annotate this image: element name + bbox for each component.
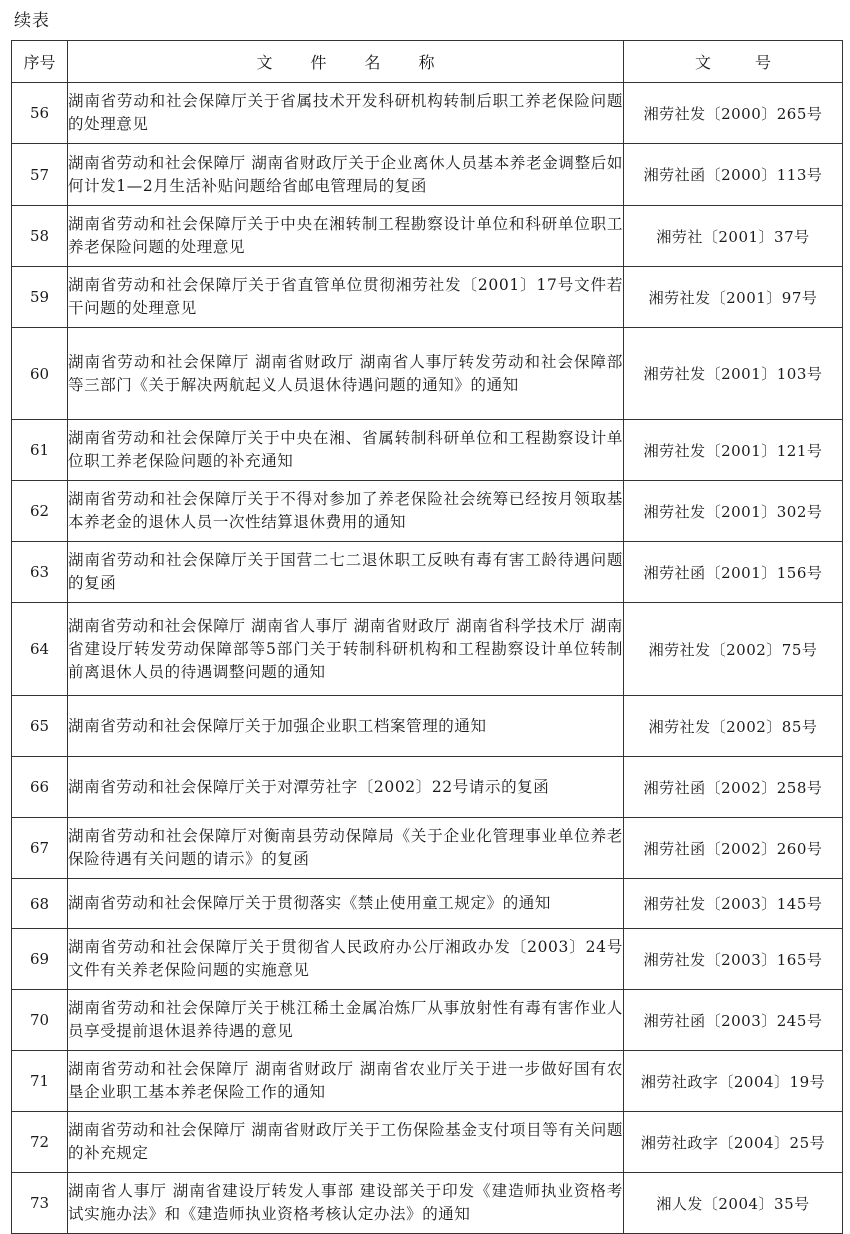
row-document-code: 湘劳社发〔2002〕85号 bbox=[624, 696, 843, 757]
table-row bbox=[12, 696, 843, 757]
row-document-name: 湖南省劳动和社会保障厅关于国营二七二退休职工反映有毒有害工龄待遇问题的复函 bbox=[68, 542, 624, 603]
row-serial-number: 57 bbox=[12, 144, 68, 206]
row-document-code: 湘劳社发〔2003〕145号 bbox=[624, 879, 843, 929]
table-row bbox=[12, 542, 843, 603]
table-row bbox=[12, 1051, 843, 1112]
row-serial-number: 69 bbox=[12, 929, 68, 990]
row-document-code: 湘劳社发〔2002〕75号 bbox=[624, 603, 843, 696]
table-row bbox=[12, 990, 843, 1051]
row-serial-number: 56 bbox=[12, 83, 68, 144]
row-serial-number: 73 bbox=[12, 1173, 68, 1234]
row-document-name: 湖南省劳动和社会保障厅 湖南省财政厅关于企业离休人员基本养老金调整后如何计发1—2月生活补贴问题给省邮电管理局的复函 bbox=[68, 144, 624, 206]
row-document-code: 湘劳社发〔2000〕265号 bbox=[624, 83, 843, 144]
row-document-name: 湖南省劳动和社会保障厅关于加强企业职工档案管理的通知 bbox=[68, 696, 624, 757]
table-row bbox=[12, 879, 843, 929]
row-document-code: 湘劳社政字〔2004〕19号 bbox=[624, 1051, 843, 1112]
row-document-code: 湘劳社函〔2003〕245号 bbox=[624, 990, 843, 1051]
row-document-name: 湖南省劳动和社会保障厅 湖南省人事厅 湖南省财政厅 湖南省科学技术厅 湖南省建设厅转发劳动保障部等5部门关于转制科研机构和工程勘察设计单位转制前离退休人员的待遇调整问题的通知 bbox=[68, 603, 624, 696]
row-serial-number: 71 bbox=[12, 1051, 68, 1112]
header-serial-number: 序号 bbox=[12, 41, 68, 83]
row-document-name: 湖南省劳动和社会保障厅关于中央在湘、省属转制科研单位和工程勘察设计单位职工养老保险问题的补充通知 bbox=[68, 420, 624, 481]
table-row bbox=[12, 757, 843, 818]
row-document-name: 湖南省劳动和社会保障厅关于对潭劳社字〔2002〕22号请示的复函 bbox=[68, 757, 624, 818]
row-document-code: 湘劳社函〔2002〕260号 bbox=[624, 818, 843, 879]
table-row bbox=[12, 267, 843, 328]
row-serial-number: 70 bbox=[12, 990, 68, 1051]
row-serial-number: 65 bbox=[12, 696, 68, 757]
row-serial-number: 61 bbox=[12, 420, 68, 481]
row-serial-number: 62 bbox=[12, 481, 68, 542]
row-document-code: 湘劳社发〔2001〕97号 bbox=[624, 267, 843, 328]
row-document-code: 湘劳社发〔2001〕103号 bbox=[624, 328, 843, 420]
table-continued-caption: 续表 bbox=[14, 11, 50, 31]
row-document-name: 湖南省劳动和社会保障厅关于省直管单位贯彻湘劳社发〔2001〕17号文件若干问题的处理意见 bbox=[68, 267, 624, 328]
table-header-row bbox=[12, 41, 843, 83]
table-row bbox=[12, 83, 843, 144]
row-document-code: 湘劳社发〔2001〕121号 bbox=[624, 420, 843, 481]
header-document-code: 文号 bbox=[624, 41, 843, 83]
table-row bbox=[12, 328, 843, 420]
row-document-name: 湖南省劳动和社会保障厅关于不得对参加了养老保险社会统筹已经按月领取基本养老金的退休人员一次性结算退休费用的通知 bbox=[68, 481, 624, 542]
row-document-code: 湘劳社发〔2003〕165号 bbox=[624, 929, 843, 990]
row-document-code: 湘劳社〔2001〕37号 bbox=[624, 206, 843, 267]
header-document-name: 文件名称 bbox=[68, 41, 624, 83]
table-row bbox=[12, 144, 843, 206]
table-row bbox=[12, 420, 843, 481]
row-serial-number: 64 bbox=[12, 603, 68, 696]
table-row bbox=[12, 1112, 843, 1173]
row-document-name: 湖南省劳动和社会保障厅关于贯彻落实《禁止使用童工规定》的通知 bbox=[68, 879, 624, 929]
table-row bbox=[12, 481, 843, 542]
row-document-code: 湘劳社发〔2001〕302号 bbox=[624, 481, 843, 542]
table-row bbox=[12, 818, 843, 879]
row-document-code: 湘劳社函〔2001〕156号 bbox=[624, 542, 843, 603]
row-document-name: 湖南省劳动和社会保障厅关于中央在湘转制工程勘察设计单位和科研单位职工养老保险问题的处理意见 bbox=[68, 206, 624, 267]
row-serial-number: 67 bbox=[12, 818, 68, 879]
row-serial-number: 63 bbox=[12, 542, 68, 603]
row-document-code: 湘劳社函〔2000〕113号 bbox=[624, 144, 843, 206]
row-serial-number: 59 bbox=[12, 267, 68, 328]
table-row bbox=[12, 603, 843, 696]
document-list-table bbox=[11, 40, 843, 1234]
row-serial-number: 68 bbox=[12, 879, 68, 929]
row-document-name: 湖南省劳动和社会保障厅关于贯彻省人民政府办公厅湘政办发〔2003〕24号文件有关养老保险问题的实施意见 bbox=[68, 929, 624, 990]
row-document-name: 湖南省劳动和社会保障厅关于桃江稀土金属冶炼厂从事放射性有毒有害作业人员享受提前退休退养待遇的意见 bbox=[68, 990, 624, 1051]
row-document-name: 湖南省劳动和社会保障厅对衡南县劳动保障局《关于企业化管理事业单位养老保险待遇有关问题的请示》的复函 bbox=[68, 818, 624, 879]
table-row bbox=[12, 1173, 843, 1234]
row-document-name: 湖南省劳动和社会保障厅 湖南省财政厅关于工伤保险基金支付项目等有关问题的补充规定 bbox=[68, 1112, 624, 1173]
row-document-code: 湘劳社函〔2002〕258号 bbox=[624, 757, 843, 818]
table-row bbox=[12, 206, 843, 267]
row-serial-number: 60 bbox=[12, 328, 68, 420]
row-document-code: 湘人发〔2004〕35号 bbox=[624, 1173, 843, 1234]
row-serial-number: 72 bbox=[12, 1112, 68, 1173]
row-document-name: 湖南省劳动和社会保障厅 湖南省财政厅 湖南省人事厅转发劳动和社会保障部等三部门《关于解决两航起义人员退休待遇问题的通知》的通知 bbox=[68, 328, 624, 420]
row-document-name: 湖南省劳动和社会保障厅关于省属技术开发科研机构转制后职工养老保险问题的处理意见 bbox=[68, 83, 624, 144]
row-document-name: 湖南省劳动和社会保障厅 湖南省财政厅 湖南省农业厅关于进一步做好国有农垦企业职工基本养老保险工作的通知 bbox=[68, 1051, 624, 1112]
table-row bbox=[12, 929, 843, 990]
row-document-name: 湖南省人事厅 湖南省建设厅转发人事部 建设部关于印发《建造师执业资格考试实施办法》和《建造师执业资格考核认定办法》的通知 bbox=[68, 1173, 624, 1234]
row-document-code: 湘劳社政字〔2004〕25号 bbox=[624, 1112, 843, 1173]
row-serial-number: 66 bbox=[12, 757, 68, 818]
row-serial-number: 58 bbox=[12, 206, 68, 267]
